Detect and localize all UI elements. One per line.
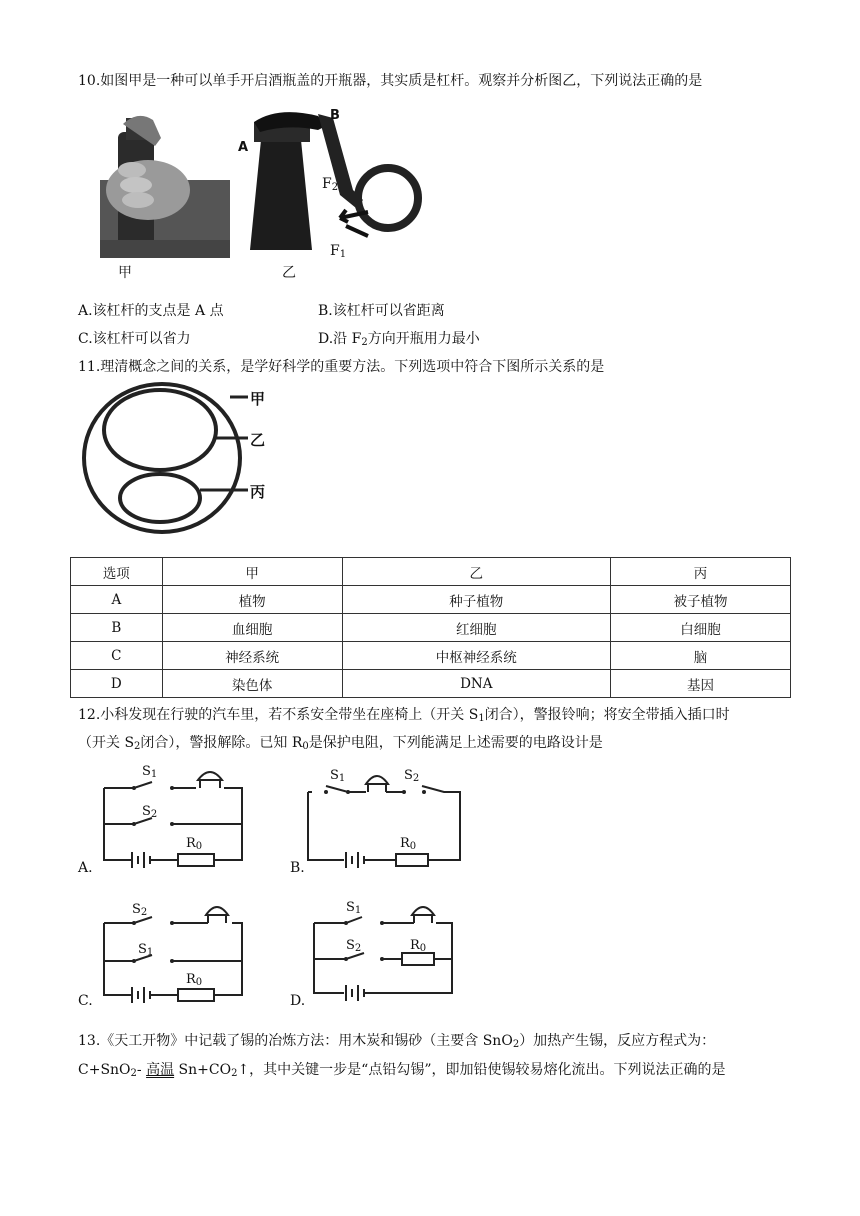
table-cell: D [71, 670, 163, 698]
table-cell: C [71, 642, 163, 670]
circuit-d-diagram [306, 895, 466, 1005]
force-f2-label: $F_2$ [322, 176, 339, 193]
q10-option-a: A.该杠杆的支点是 A 点 [78, 303, 224, 319]
q12-option-b: B. [290, 860, 305, 876]
circuit-c-r0: $R_0$ [186, 972, 203, 988]
circle-yi [104, 390, 216, 470]
q12-option-a: A. [78, 860, 93, 876]
fig-right-caption: 乙 [282, 265, 296, 281]
circuit-b-r0: $R_0$ [400, 836, 417, 852]
table-cell: A [71, 586, 163, 614]
table-cell: 植物 [162, 586, 342, 614]
q10-option-c: C.该杠杆可以省力 [78, 331, 191, 347]
q12-option-c: C. [78, 993, 93, 1009]
q12-option-d: D. [290, 993, 306, 1009]
table-row [71, 586, 791, 614]
point-b-label: B [330, 108, 340, 123]
q12-stem-line1: 12.小科发现在行驶的汽车里，若不系安全带坐在座椅上（开关 $S_1$闭合），警报铃响；将安全带插入插口时 [78, 707, 730, 724]
q13-stem-line1: 13.《天工开物》中记载了锡的冶炼方法：用木炭和锡砂（主要含 SnO$_2$）加热产生锡，反应方程式为： [78, 1033, 716, 1050]
table-cell: 红细胞 [342, 614, 610, 642]
table-cell: 种子植物 [342, 586, 610, 614]
table-row [71, 670, 791, 698]
circuit-c-s1: $S_1$ [138, 942, 154, 958]
venn-label-bing: 丙 [250, 483, 266, 501]
q12-stem-line2: （开关 $S_2$闭合），警报解除。已知 $R_0$是保护电阻，下列能满足上述需要的电路设计是 [78, 735, 603, 752]
circuit-c-diagram [96, 895, 256, 1005]
force-f1-label: $F_1$ [330, 243, 347, 260]
table-cell: DNA [342, 670, 610, 698]
reaction-condition: 高温 [146, 1062, 175, 1078]
q11-stem: 11.理清概念之间的关系，是学好科学的重要方法。下列选项中符合下图所示关系的是 [78, 359, 605, 375]
outer-circle-jia [84, 384, 240, 532]
circuit-d-s1: $S_1$ [346, 900, 362, 916]
q11-options-table [70, 557, 791, 698]
point-a-label: A [238, 140, 249, 155]
circuit-a-r0: $R_0$ [186, 836, 203, 852]
table-header-row [71, 558, 791, 586]
table-row [71, 642, 791, 670]
table-cell: 脑 [610, 642, 790, 670]
circuit-d-r0: $R_0$ [410, 938, 427, 954]
table-header-cell: 乙 [342, 558, 610, 586]
table-header-cell: 甲 [162, 558, 342, 586]
table-cell: 白细胞 [610, 614, 790, 642]
table-cell: 被子植物 [610, 586, 790, 614]
q10-figure [78, 100, 458, 285]
circuit-b-s2: $S_2$ [404, 768, 420, 784]
q10-option-d: D.沿 $F_2$方向开瓶用力最小 [318, 331, 480, 348]
circle-bing [120, 474, 200, 522]
table-cell: 基因 [610, 670, 790, 698]
venn-label-yi: 乙 [250, 431, 266, 449]
table-header-cell: 丙 [610, 558, 790, 586]
circuit-b-s1: $S_1$ [330, 768, 346, 784]
bottle-opener-photo [100, 116, 230, 258]
table-cell: 血细胞 [162, 614, 342, 642]
venn-label-jia: 甲 [250, 390, 266, 408]
circuit-a-s1: $S_1$ [142, 764, 158, 780]
circuit-c-s2: $S_2$ [132, 902, 148, 918]
table-cell: B [71, 614, 163, 642]
fig-left-caption: 甲 [118, 265, 132, 281]
table-cell: 染色体 [162, 670, 342, 698]
circuit-a-s2: $S_2$ [142, 804, 158, 820]
circuit-d-s2: $S_2$ [346, 938, 362, 954]
q10-stem: 10.如图甲是一种可以单手开启酒瓶盖的开瓶器，其实质是杠杆。观察并分析图乙，下列说法正确的是 [78, 73, 703, 89]
table-row [71, 614, 791, 642]
circuit-a-diagram [96, 760, 256, 870]
table-cell: 神经系统 [162, 642, 342, 670]
circuit-b-diagram [300, 760, 465, 870]
table-header-cell: 选项 [71, 558, 163, 586]
q13-stem-line2: C+SnO$_2$- 高温 $Sn+CO_2↑$，其中关键一步是“点铅勾锡”，即加铅使锡较易熔化流出。下列说法正确的是 [78, 1062, 726, 1079]
table-cell: 中枢神经系统 [342, 642, 610, 670]
q10-option-b: B.该杠杆可以省距离 [318, 303, 445, 319]
